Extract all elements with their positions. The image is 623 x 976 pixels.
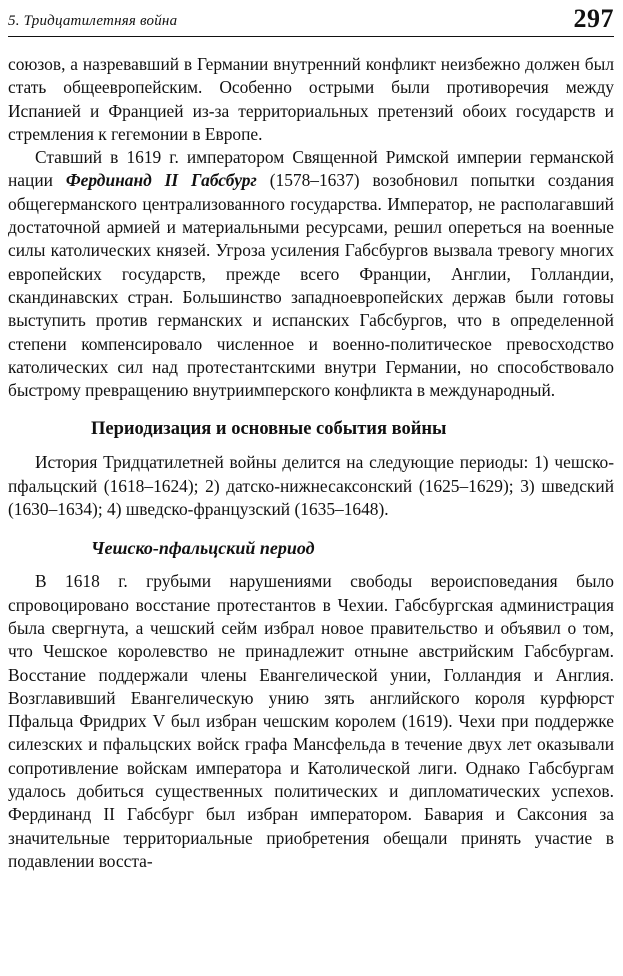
page-number: 297 (573, 4, 614, 33)
subsection-heading: Чешско-пфальцский период (91, 538, 315, 559)
running-head: 5. Тридцатилетняя война (8, 13, 178, 29)
subsection-paragraph: В 1618 г. грубыми нарушениями свободы вероисповедания было спровоцировано восстание протестантов в Чехии. Габсбургская администрация была свергнута, а чешский сейм избрал новое правительство и объявил о том, что Чешское королевство не принадлежит отныне австрийским Габсбургам. Восстание поддержали члены Евангелической унии, Голландия и Англия. Возглавивший Евангелическую унию зять английского короля курфюрст Пфальца Фридрих V был избран чешским королем (1619). Чехи при поддержке силезских и пфальцских войск графа Мансфельда в течение двух лет оказывали сопротивление войскам императора и Католической лиги. Однако Габсбургам удалось добиться существенных политических и дипломатических успехов. Фердинанд II Габсбург был избран императором. Бавария и Саксония за значительные территориальные приобретения обещали принять участие в подавлении восста- (8, 571, 614, 871)
paragraph-2-before: Ставший в 1619 г. императором Священной Римской империи германской нации (8, 147, 614, 191)
ferdinand-name: Фердинанд II Габсбург (65, 170, 257, 191)
page-content (8, 53, 614, 873)
section-heading: Периодизация и основные события войны (91, 419, 447, 440)
section-paragraph: История Тридцатилетней войны делится на следующие периоды: 1) чешско-пфальцский (1618–1624); 2) датско-нижнесаксонский (1625–1629); 3) шведский (1630–1634); 4) шведско-французский (1635–1648). (8, 452, 614, 520)
paragraph-2 (8, 146, 614, 402)
page-header (8, 0, 614, 37)
paragraph-1: союзов, а назревавший в Германии внутренний конфликт неизбежно должен был стать общеевропейским. Особенно острыми были противоречия между Испанией и Францией из-за территориальных претензий обоих государств и стремления к гегемонии в Европе. (8, 54, 614, 144)
book-page (8, 0, 614, 976)
paragraph-2-after: (1578–1637) возобновил попытки создания общегерманского централизованного государства. Император, не располагавший достаточной армией и материальными ресурсами, решил опереться на военные силы католических князей. Угроза усиления Габсбургов вызвала тревогу многих европейских государств, прежде всего Франции, Англии, Голландии, скандинавских стран. Большинство западноевропейских держав были готовы выступить против германских и испанских Габсбургов, что в определенной степени компенсировало численное и военно-политическое превосходство католических сил над протестантскими внутри Германии, но способствовало быстрому превращению внутриимперского конфликта в международный. (8, 170, 615, 401)
